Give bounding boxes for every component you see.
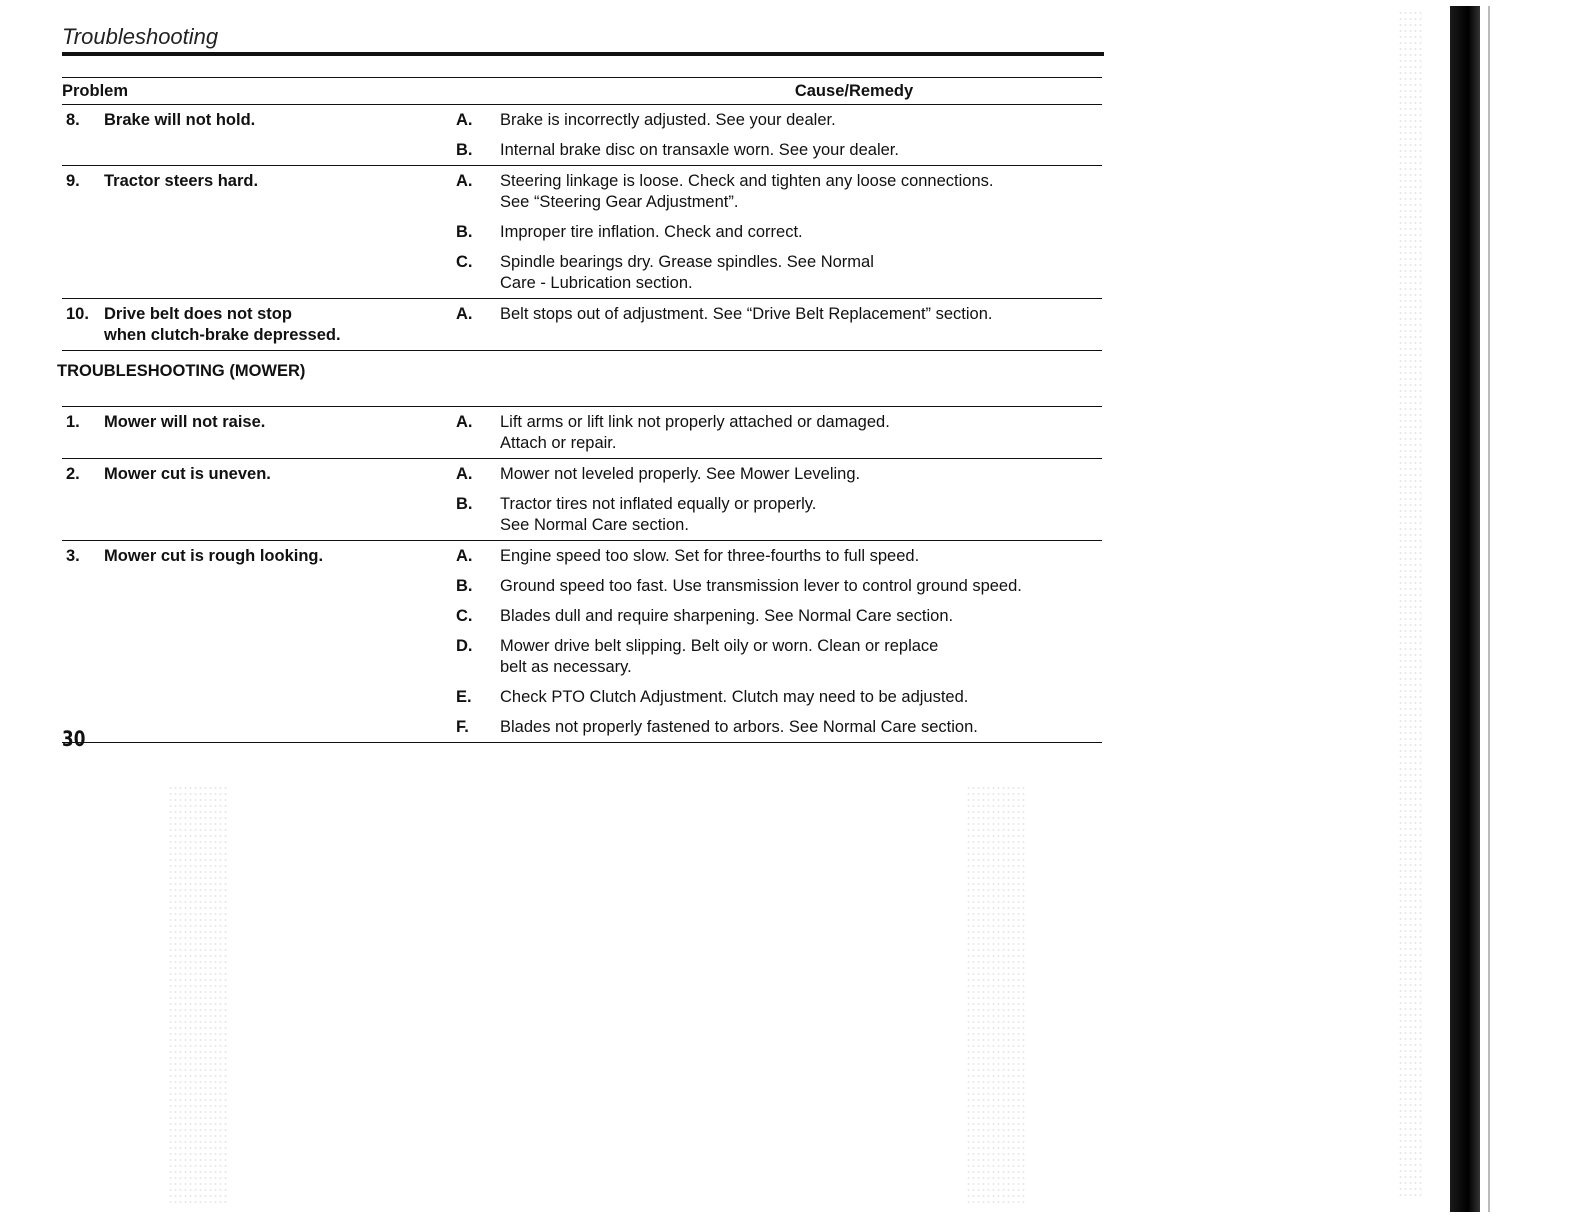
remedy-letter: B. bbox=[456, 223, 473, 241]
problem-number: 2. bbox=[66, 465, 80, 483]
remedy-text: Spindle bearings dry. Grease spindles. See Normal bbox=[500, 253, 874, 271]
remedy-text: Tractor tires not inflated equally or properly. bbox=[500, 495, 817, 513]
remedy-description bbox=[500, 135, 1102, 166]
table-row bbox=[62, 299, 1102, 351]
remedy-text: Steering linkage is loose. Check and tighten any loose connections. bbox=[500, 172, 994, 190]
remedy-description bbox=[500, 631, 1102, 682]
page-title: Troubleshooting bbox=[62, 24, 219, 49]
problem-number: 1. bbox=[66, 413, 80, 431]
remedy-letter: B. bbox=[456, 577, 473, 595]
remedy-letter: A. bbox=[456, 465, 473, 483]
remedy-letter: C. bbox=[456, 253, 473, 271]
problem-number: 3. bbox=[66, 547, 80, 565]
remedy-text: Blades not properly fastened to arbors. See Normal Care section. bbox=[500, 718, 978, 736]
remedy-description bbox=[500, 489, 1102, 541]
remedy-letter: B. bbox=[456, 141, 473, 159]
problem-number: 10. bbox=[66, 305, 89, 323]
remedy-text: Attach or repair. bbox=[500, 434, 617, 452]
remedy-text: Brake is incorrectly adjusted. See your dealer. bbox=[500, 111, 836, 129]
problem-text: Tractor steers hard. bbox=[104, 172, 259, 190]
page-number: 30 bbox=[62, 727, 86, 751]
remedy-text: Blades dull and require sharpening. See Normal Care section. bbox=[500, 607, 954, 625]
remedy-letter: D. bbox=[456, 637, 473, 655]
mower-troubleshooting-table bbox=[62, 406, 1102, 743]
problem-description bbox=[104, 166, 456, 299]
problem-text: Drive belt does not stop bbox=[104, 305, 292, 323]
remedy-description bbox=[500, 217, 1102, 247]
remedy-letter: A. bbox=[456, 172, 473, 190]
remedy-text: Mower not leveled properly. See Mower Leveling. bbox=[500, 465, 861, 483]
problem-number: 9. bbox=[66, 172, 80, 190]
scan-speckle bbox=[1398, 10, 1422, 1200]
remedy-text: Care - Lubrication section. bbox=[500, 274, 693, 292]
remedy-text: Engine speed too slow. Set for three-fourths to full speed. bbox=[500, 547, 920, 565]
table-row bbox=[62, 541, 1102, 572]
table-header-row bbox=[62, 78, 1102, 105]
remedy-text: Improper tire inflation. Check and correct. bbox=[500, 223, 803, 241]
remedy-description bbox=[500, 299, 1102, 351]
remedy-text: Check PTO Clutch Adjustment. Clutch may need to be adjusted. bbox=[500, 688, 969, 706]
remedy-description bbox=[500, 166, 1102, 218]
problem-description bbox=[104, 105, 456, 166]
remedy-letter: A. bbox=[456, 305, 473, 323]
binding-edge-line bbox=[1488, 6, 1490, 1212]
remedy-text: Mower drive belt slipping. Belt oily or worn. Clean or replace bbox=[500, 637, 939, 655]
troubleshooting-table bbox=[62, 77, 1102, 351]
remedy-text: Internal brake disc on transaxle worn. See your dealer. bbox=[500, 141, 899, 159]
problem-text: Brake will not hold. bbox=[104, 111, 256, 129]
remedy-letter: A. bbox=[456, 111, 473, 129]
problem-text: Mower will not raise. bbox=[104, 413, 266, 431]
remedy-description bbox=[500, 712, 1102, 743]
remedy-text: See Normal Care section. bbox=[500, 516, 689, 534]
problem-text: Mower cut is rough looking. bbox=[104, 547, 324, 565]
remedy-description bbox=[500, 247, 1102, 299]
table-row bbox=[62, 407, 1102, 459]
section-title: TROUBLESHOOTING (MOWER) bbox=[57, 362, 306, 380]
scan-speckle bbox=[966, 785, 1026, 1205]
remedy-text: Lift arms or lift link not properly attached or damaged. bbox=[500, 413, 890, 431]
remedy-description bbox=[500, 682, 1102, 712]
remedy-text: Ground speed too fast. Use transmission lever to control ground speed. bbox=[500, 577, 1022, 595]
remedy-description bbox=[500, 105, 1102, 136]
remedy-letter: E. bbox=[456, 688, 472, 706]
problem-description bbox=[104, 299, 456, 351]
remedy-letter: F. bbox=[456, 718, 469, 736]
scan-speckle bbox=[168, 785, 228, 1205]
column-header-problem: Problem bbox=[62, 81, 129, 100]
table-row bbox=[62, 105, 1102, 136]
problem-description bbox=[104, 407, 456, 459]
column-header-cause-remedy: Cause/Remedy bbox=[794, 81, 914, 100]
remedy-text: Belt stops out of adjustment. See “Drive Belt Replacement” section. bbox=[500, 305, 993, 323]
binding-strip bbox=[1450, 6, 1480, 1212]
remedy-description bbox=[500, 407, 1102, 459]
remedy-letter: C. bbox=[456, 607, 473, 625]
title-rule bbox=[62, 52, 1104, 56]
problem-text: Mower cut is uneven. bbox=[104, 465, 271, 483]
remedy-letter: A. bbox=[456, 547, 473, 565]
remedy-letter: A. bbox=[456, 413, 473, 431]
problem-description bbox=[104, 541, 456, 743]
remedy-text: See “Steering Gear Adjustment”. bbox=[500, 193, 739, 211]
remedy-text: belt as necessary. bbox=[500, 658, 632, 676]
remedy-description bbox=[500, 459, 1102, 490]
problem-description bbox=[104, 459, 456, 541]
remedy-description bbox=[500, 571, 1102, 601]
remedy-letter: B. bbox=[456, 495, 473, 513]
remedy-description bbox=[500, 601, 1102, 631]
table-row bbox=[62, 459, 1102, 490]
remedy-description bbox=[500, 541, 1102, 572]
problem-text: when clutch-brake depressed. bbox=[104, 326, 341, 344]
problem-number: 8. bbox=[66, 111, 80, 129]
table-row bbox=[62, 166, 1102, 218]
